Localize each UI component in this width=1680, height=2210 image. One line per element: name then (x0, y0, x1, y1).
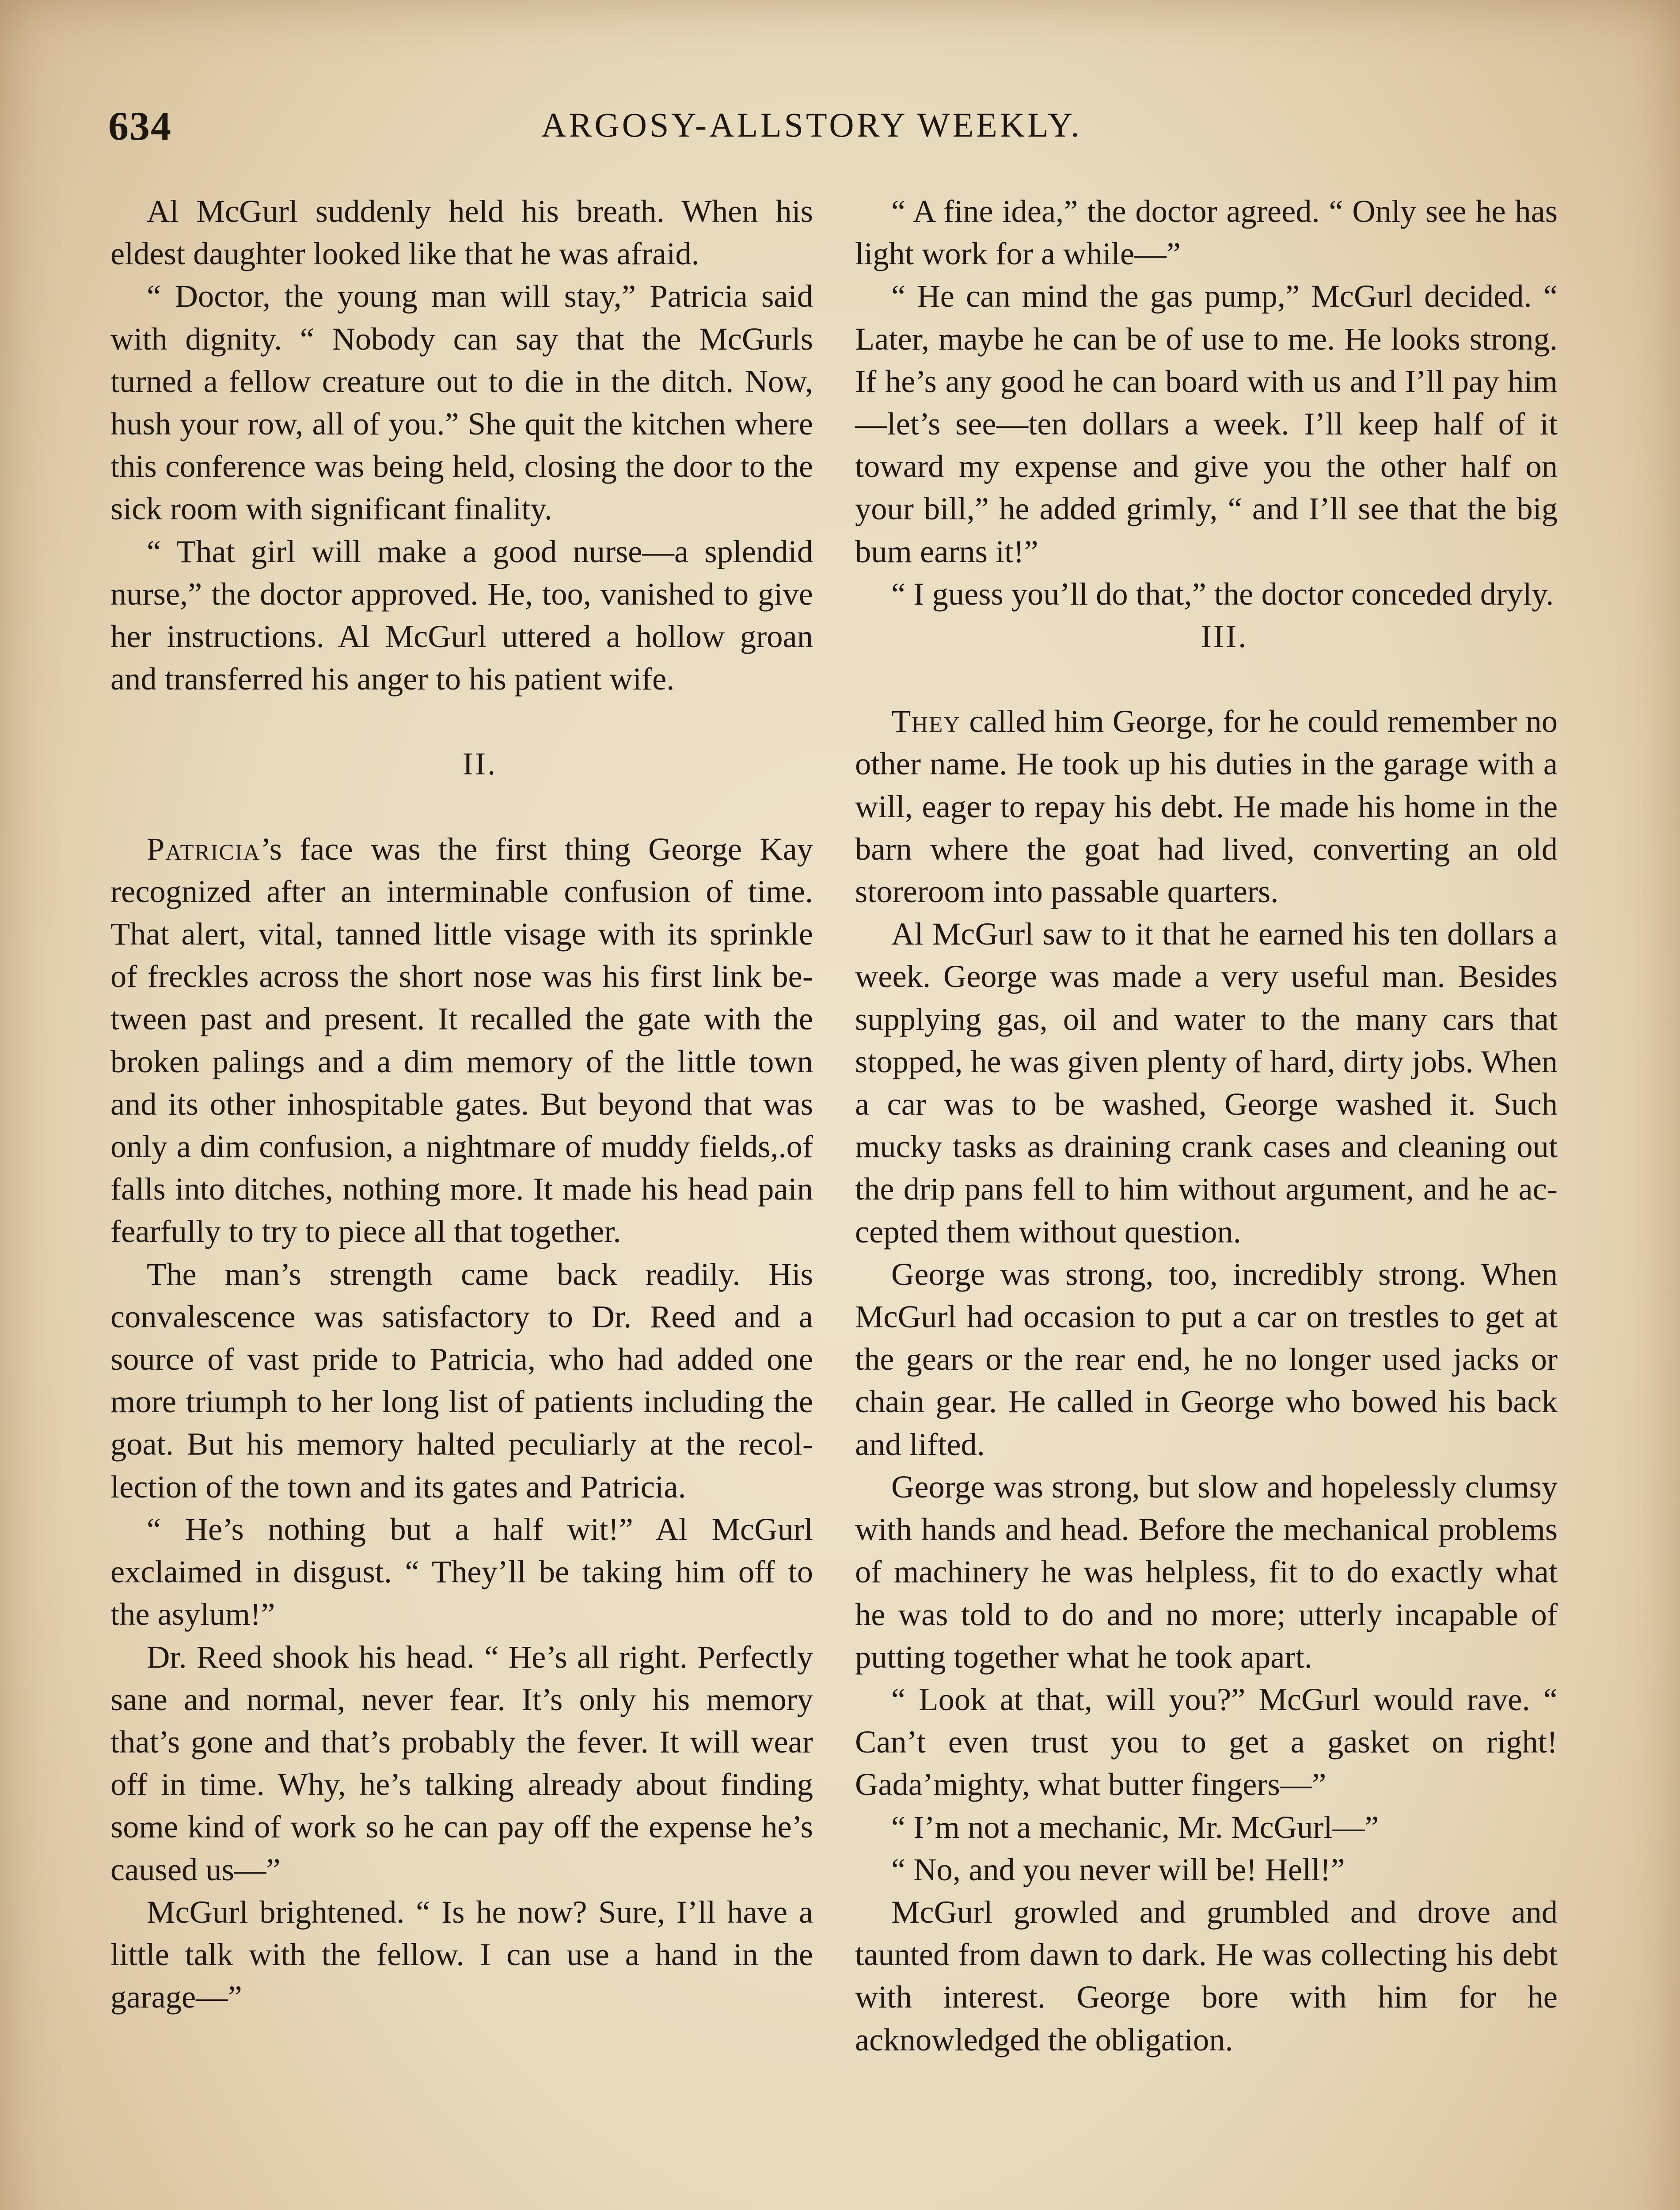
paragraph: “ Look at that, will you?” McGurl would rave. “ Can’t even trust you to get a gasket on right! Gada’mighty, what butter fingers—” (855, 1681, 1558, 1802)
page-header (108, 103, 1566, 160)
paragraph: “ That girl will make a good nurse—a splendid nurse,” the doctor approved. He, too, vanished to give her instructions. Al McGurl uttered a hollow groan and transferred his anger to his patient wife. (110, 533, 813, 697)
paragraph (110, 828, 813, 1253)
paragraph-text: ’s face was the first thing George Kay recognized after an interminable confusion of time. That alert, vital, tanned little visage with its sprinkle of freckles across the short nose was his first link between past and present. It recalled the gate with the broken palings and a dim memory of the little town and its other inhospitable gates. But beyond that was only a dim confusion, a nightmare of muddy fields,.of falls into ditches, nothing more. It made his head pain fearfully to try to piece all that together. (110, 831, 813, 1250)
right-column (855, 190, 1558, 2061)
paragraph: George was strong, too, incredibly strong. When McGurl had occasion to put a car on trestles to get at the gears or the rear end, he no longer used jacks or chain gear. He called in George who bowed his back and lifted. (855, 1256, 1558, 1462)
paragraph: Dr. Reed shook his head. “ He’s all right. Perfectly sane and normal, never fear. It’s only his memory that’s gone and that’s probably the fever. It will wear off in time. Why, he’s talking already about finding some kind of work so he can pay off the expense he’s caused us—” (110, 1638, 813, 1887)
paragraph-text: called him George, for he could remember no other name. He took up his duties in the garage with a will, eager to repay his debt. He made his home in the barn where the goat had lived, converting an old storeroom into passable quarters. (855, 703, 1558, 910)
paragraph: Al McGurl saw to it that he earned his ten dollars a week. George was made a very useful man. Besides supplying gas, oil and water to the many cars that stopped, he was given plenty of hard, dirty jobs. When a car was to be washed, George washed it. Such mucky tasks as draining crank cases and cleaning out the drip pans fell to him without argument, and he accepted them without question. (855, 916, 1558, 1250)
paragraph: McGurl growled and grumbled and drove and taunted from dawn to dark. He was collecting his debt with interest. George bore with him for he acknowledged the obligation. (855, 1894, 1558, 2058)
section-heading: III. (1201, 618, 1248, 655)
paragraph: “ He’s nothing but a half wit!” Al McGurl exclaimed in disgust. “ They’ll be taking him off to the asylum!” (110, 1511, 813, 1632)
lead-word: Patricia (147, 831, 261, 867)
paragraph: McGurl brightened. “ Is he now? Sure, I’ll have a little talk with the fellow. I can use a hand in the garage—” (110, 1894, 813, 2015)
paragraph: Al McGurl suddenly held his breath. When his eldest daughter looked like that he was afraid. (110, 193, 813, 272)
page-number: 634 (108, 103, 172, 149)
paragraph: George was strong, but slow and hopelessly clumsy with hands and head. Before the mechanical problems of machinery he was helpless, fit to do exactly what he was told to do and no more; utterly incapable of putting together what he took apart. (855, 1468, 1558, 1675)
paragraph: “ I guess you’ll do that,” the doctor conceded dryly. (891, 575, 1554, 612)
paragraph: “ I’m not a mechanic, Mr. McGurl—” (891, 1809, 1379, 1845)
paragraph: “ No, and you never will be! Hell!” (891, 1851, 1345, 1887)
running-head: ARGOSY-ALLSTORY WEEKLY. (541, 106, 1082, 144)
paragraph: “ Doctor, the young man will stay,” Patricia said with dignity. “ Nobody can say that the McGurls turned a fellow creature out to die in the ditch. Now, hush your row, all of you.” She quit the kitchen where this conference was being held, closing the door to the sick room with significant finality. (110, 278, 813, 527)
paragraph (855, 700, 1558, 913)
left-column (110, 190, 813, 2018)
lead-word: They (891, 703, 961, 739)
paragraph: “ A fine idea,” the doctor agreed. “ Only see he has light work for a while—” (855, 193, 1558, 272)
section-heading: II. (462, 746, 498, 782)
paragraph: “ He can mind the gas pump,” McGurl decided. “ Later, maybe he can be of use to me. He looks strong. If he’s any good he can board with us and I’ll pay him—let’s see—ten dollars a week. I’ll keep half of it toward my expense and give you the other half on your bill,” he added grimly, “ and I’ll see that the big bum earns it!” (855, 278, 1558, 569)
paragraph: The man’s strength came back readily. His convalescence was satisfactory to Dr. Reed and a source of vast pride to Patricia, who had added one more triumph to her long list of patients including the goat. But his memory halted peculiarly at the recollection of the town and its gates and Patricia. (110, 1256, 813, 1505)
